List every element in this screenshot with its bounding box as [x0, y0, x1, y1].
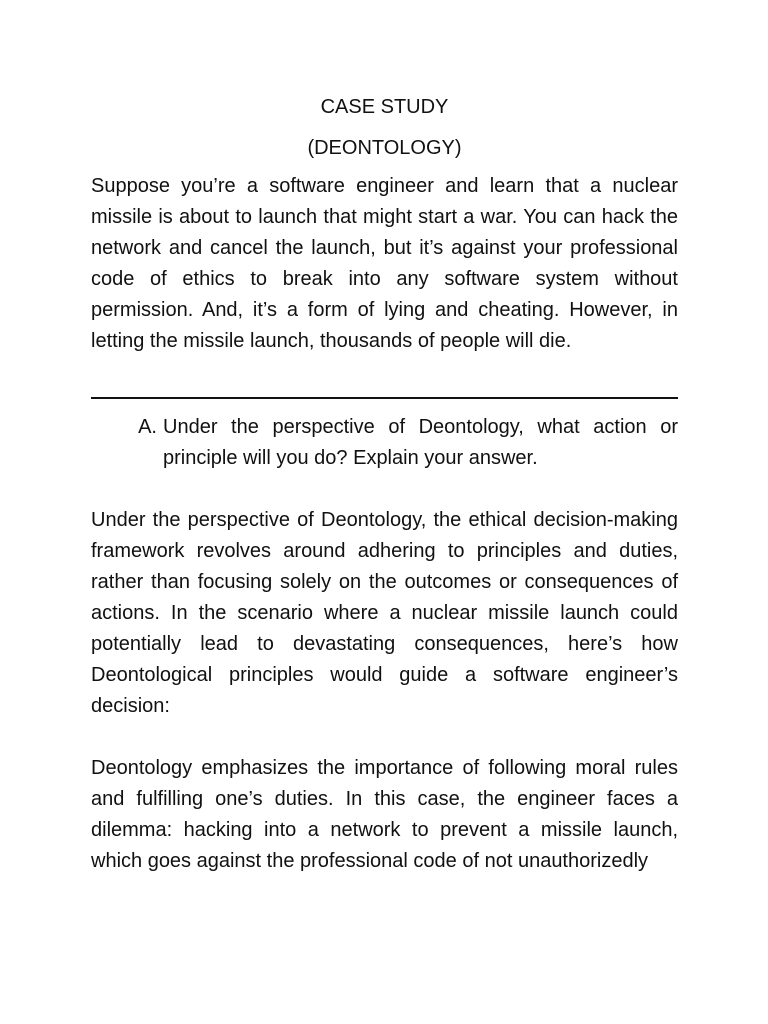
horizontal-divider — [91, 397, 678, 399]
document-title: CASE STUDY — [320, 96, 449, 118]
document-page — [91, 92, 678, 877]
scenario-paragraph: Suppose you’re a software engineer and learn that a nuclear missile is about to launch that might start a war. You can hack the network and cancel the launch, but it’s against your professional code of ethics to break into any software system without permission. And, it’s a form of lying and cheating. However, in letting the missile launch, thousands of people will die. — [91, 175, 678, 352]
answer-paragraph-1: Under the perspective of Deontology, the ethical decision-making framework revolves around adhering to principles and duties, rather than focusing solely on the outcomes or consequences of actions. In the scenario where a nuclear missile launch could potentially lead to devastating consequences, here’s how Deontological principles would guide a software engineer’s decision: — [91, 509, 678, 717]
document-subtitle: (DEONTOLOGY) — [307, 137, 462, 159]
question-marker: A. — [138, 416, 157, 438]
question-item — [91, 412, 678, 474]
question-text: Under the perspective of Deontology, what action or principle will you do? Explain your answer. — [163, 416, 678, 469]
answer-paragraph-2: Deontology emphasizes the importance of following moral rules and fulfilling one’s duties. In this case, the engineer faces a dilemma: hacking into a network to prevent a missile launch, which goes against the professional code of not unauthorizedly — [91, 757, 678, 872]
